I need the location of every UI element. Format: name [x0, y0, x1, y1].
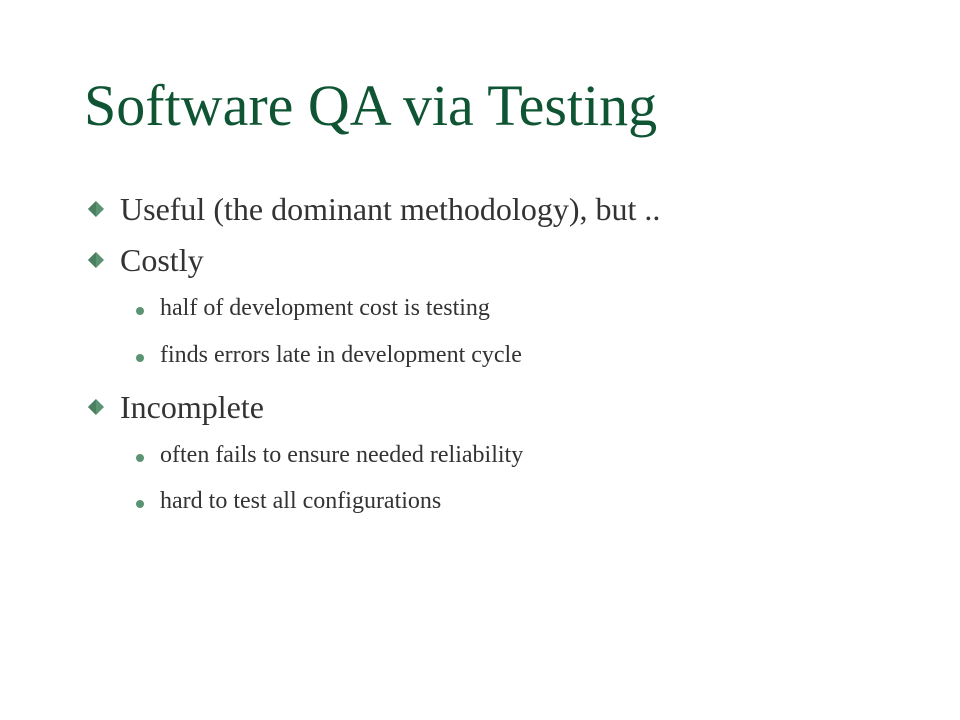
diamond-bullet-icon: [86, 199, 106, 219]
dot-bullet-icon: [136, 454, 144, 462]
sub-bullet-text: half of development cost is testing: [160, 295, 490, 321]
sub-bullet-text: often fails to ensure needed reliability: [160, 442, 524, 468]
diamond-bullet-icon: [86, 250, 106, 270]
bullet-text: Useful (the dominant methodology), but ..: [120, 191, 661, 227]
bullet-text: Incomplete: [120, 389, 264, 425]
sub-bullet-text: hard to test all configurations: [160, 488, 442, 514]
dot-bullet-icon: [136, 307, 144, 315]
sub-bullet-text: finds errors late in development cycle: [160, 342, 522, 368]
slide-title: Software QA via Testing: [84, 73, 658, 138]
bullet-text: Costly: [120, 242, 204, 278]
dot-bullet-icon: [136, 354, 144, 362]
dot-bullet-icon: [136, 500, 144, 508]
diamond-bullet-icon: [86, 397, 106, 417]
